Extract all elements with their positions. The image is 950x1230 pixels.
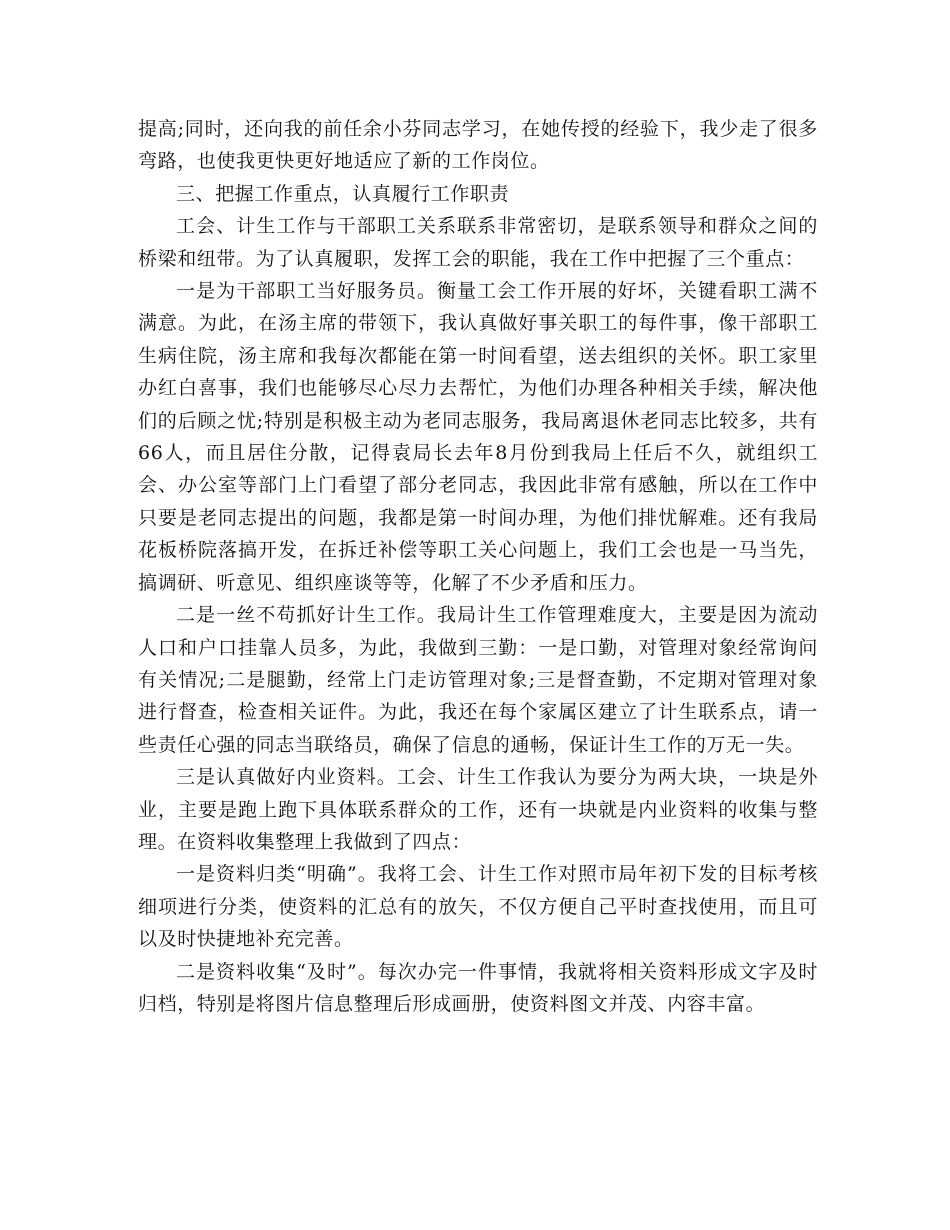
document-body <box>138 113 818 1020</box>
section-heading-3: 三、把握工作重点，认真履行工作职责 <box>176 182 510 205</box>
paragraph-7: 一是资料归类“明确”。我将工会、计生工作对照市局年初下发的目标考核细项进行分类，使资料的汇总有的放矢，不仅方便自己平时查找使用，而且可以及时快捷地补充完善。 <box>138 863 818 951</box>
paragraph-8: 二是资料收集“及时”。每次办完一件事情，我就将相关资料形成文字及时归档，特别是将图片信息整理后形成画册，使资料图文并茂、内容丰富。 <box>138 960 818 1015</box>
paragraph-3: 工会、计生工作与干部职工关系联系非常密切，是联系领导和群众之间的桥梁和纽带。为了认真履职，发挥工会的职能，我在工作中把握了三个重点： <box>138 215 818 270</box>
paragraph-4: 一是为干部职工当好服务员。衡量工会工作开展的好坏，关键看职工满不满意。为此，在汤主席的带领下，我认真做好事关职工的每件事，像干部职工生病住院，汤主席和我每次都能在第一时间看望，送去组织的关怀。职工家里办红白喜事，我们也能够尽心尽力去帮忙，为他们办理各种相关手续，解决他们的后顾之忧;特别是积极主动为老同志服务，我局离退休老同志比较多，共有66人，而且居住分散，记得袁局长去年8月份到我局上任后不久，就组织工会、办公室等部门上门看望了部分老同志，我因此非常有感触，所以在工作中只要是老同志提出的问题，我都是第一时间办理，为他们排忧解难。还有我局花板桥院落搞开发，在拆迁补偿等职工关心问题上，我们工会也是一马当先，搞调研、听意见、组织座谈等等，化解了不少矛盾和压力。 <box>138 280 818 594</box>
paragraph-1: 提高;同时，还向我的前任余小芬同志学习，在她传授的经验下，我少走了很多弯路，也使我更快更好地适应了新的工作岗位。 <box>138 118 818 173</box>
paragraph-5: 二是一丝不苟抓好计生工作。我局计生工作管理难度大，主要是因为流动人口和户口挂靠人员多，为此，我做到三勤：一是口勤，对管理对象经常询问有关情况;二是腿勤，经常上门走访管理对象;三是督查勤，不定期对管理对象进行督查，检查相关证件。为此，我还在每个家属区建立了计生联系点，请一些责任心强的同志当联络员，确保了信息的通畅，保证计生工作的万无一失。 <box>138 604 818 756</box>
paragraph-6: 三是认真做好内业资料。工会、计生工作我认为要分为两大块，一块是外业，主要是跑上跑下具体联系群众的工作，还有一块就是内业资料的收集与整理。在资料收集整理上我做到了四点： <box>138 766 818 853</box>
